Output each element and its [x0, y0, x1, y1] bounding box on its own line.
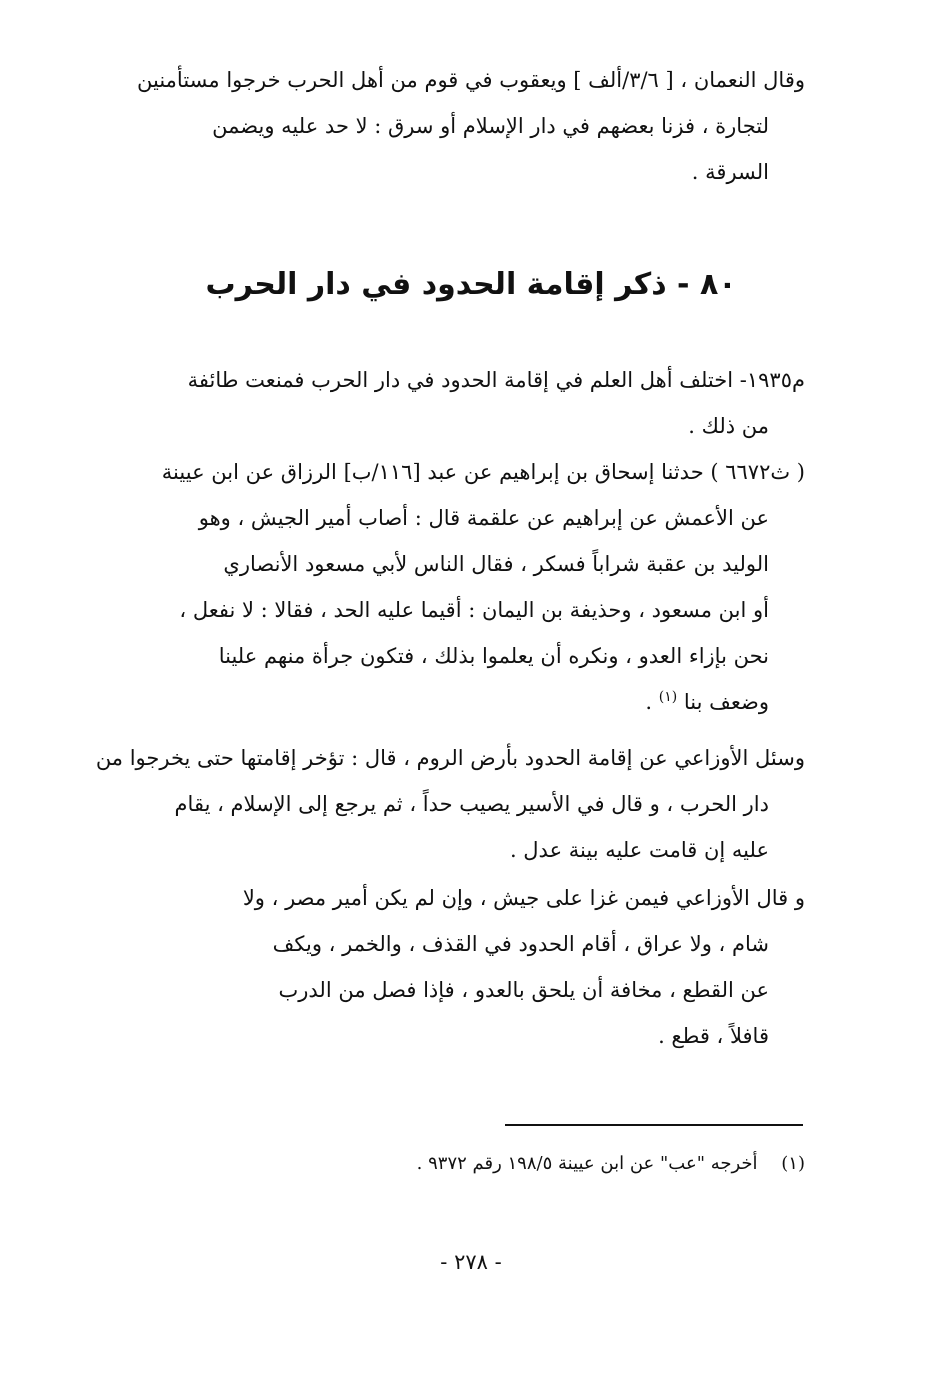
text-line: وقال النعمان ، [ ٣/٦/ألف ] ويعقوب في قوم من أهل الحرب خرجوا مستأمنين: [137, 68, 805, 92]
text-line: الوليد بن عقبة شراباً فسكر ، فقال الناس لأبي مسعود الأنصاري: [223, 552, 769, 576]
footnote-divider: [505, 1124, 803, 1126]
text-line: عليه إن قامت عليه بينة عدل .: [509, 838, 769, 862]
text-line: و قال الأوزاعي فيمن غزا على جيش ، وإن لم يكن أمير مصر ، ولا: [242, 886, 805, 910]
footnote-number: (١): [781, 1153, 805, 1174]
line-end-punctuation: .: [645, 690, 653, 714]
text-line-content: وضعف بنا: [683, 690, 769, 714]
footnote-text: أخرجه "عب" عن ابن عيينة ١٩٨/٥ رقم ٩٣٧٢ .: [416, 1153, 758, 1174]
text-line: السرقة .: [691, 160, 769, 184]
page-number: - ٢٧٨ -: [440, 1250, 502, 1274]
text-line: عن القطع ، مخافة أن يلحق بالعدو ، فإذا فصل من الدرب: [278, 978, 769, 1002]
text-line: وسئل الأوزاعي عن إقامة الحدود بأرض الروم ، قال : تؤخر إقامتها حتى يخرجوا من: [95, 746, 805, 770]
text-line: عن الأعمش عن إبراهيم عن علقمة قال : أصاب أمير الجيش ، وهو: [198, 506, 769, 530]
footnote: [417, 1148, 805, 1180]
footnote-reference: (١): [658, 689, 678, 705]
section-heading: ٨٠ - ذكر إقامة الحدود في دار الحرب: [205, 267, 737, 302]
text-line: لتجارة ، فزنا بعضهم في دار الإسلام أو سرق : لا حد عليه ويضمن: [212, 114, 769, 138]
text-line: م١٩٣٥- اختلف أهل العلم في إقامة الحدود في دار الحرب فمنعت طائفة: [187, 368, 805, 392]
text-line: [645, 682, 769, 722]
text-line: دار الحرب ، و قال في الأسير يصيب حداً ، ثم يرجع إلى الإسلام ، يقام: [174, 792, 769, 816]
text-line: أو ابن مسعود ، وحذيفة بن اليمان : أقيما عليه الحد ، فقالا : لا نفعل ،: [179, 598, 769, 622]
text-line: ( ث٦٦٧٢ ) حدثنا إسحاق بن إبراهيم عن عبد [١١٦/ب] الرزاق عن ابن عيينة: [161, 460, 805, 484]
text-line: قافلاً ، قطع .: [658, 1024, 769, 1048]
text-line: نحن بإزاء العدو ، ونكره أن يعلموا بذلك ، فتكون جرأة منهم علينا: [218, 644, 769, 668]
text-line: من ذلك .: [688, 414, 769, 438]
text-line: شام ، ولا عراق ، أقام الحدود في القذف ، والخمر ، ويكف: [272, 932, 769, 956]
